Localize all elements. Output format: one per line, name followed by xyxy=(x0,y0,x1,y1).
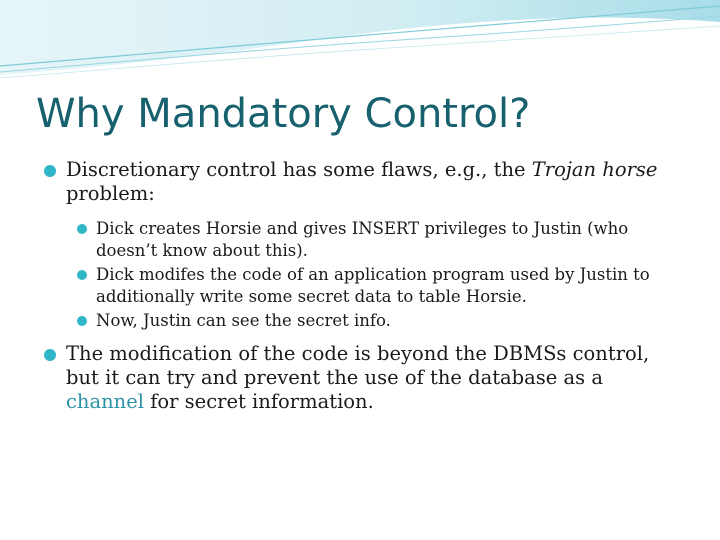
sub-bullet-text: Dick creates Horsie and gives INSERT privileges to Justin (who doesn’t know about this). xyxy=(96,219,629,260)
sub-bullet-item xyxy=(44,310,684,332)
bullet-dot-icon xyxy=(77,224,87,234)
bullet-item xyxy=(44,158,684,206)
slide-title: Why Mandatory Control? xyxy=(36,91,531,137)
sub-bullet-item xyxy=(44,218,684,262)
bullet-text-end: problem: xyxy=(66,182,155,205)
slide-body xyxy=(44,158,684,414)
bullet-text-end: for secret information. xyxy=(144,390,374,413)
sub-bullet-item xyxy=(44,264,684,308)
bullet-dot-icon xyxy=(44,349,56,361)
bullet-dot-icon xyxy=(44,165,56,177)
bullet-text: Discretionary control has some flaws, e.g., the xyxy=(66,158,532,181)
highlighted-term: channel xyxy=(66,390,144,413)
bullet-dot-icon xyxy=(77,316,87,326)
header-wave-decoration xyxy=(0,0,720,90)
bullet-item xyxy=(44,342,684,414)
sub-bullet-text: Dick modifes the code of an application program used by Justin to additionally write some secret data to table Horsie. xyxy=(96,265,650,306)
bullet-dot-icon xyxy=(77,270,87,280)
bullet-emphasis: Trojan horse xyxy=(531,158,658,181)
sub-bullet-text: Now, Justin can see the secret info. xyxy=(96,311,391,330)
bullet-text: The modification of the code is beyond the DBMSs control, but it can try and prevent the use of the database as a xyxy=(66,342,650,389)
